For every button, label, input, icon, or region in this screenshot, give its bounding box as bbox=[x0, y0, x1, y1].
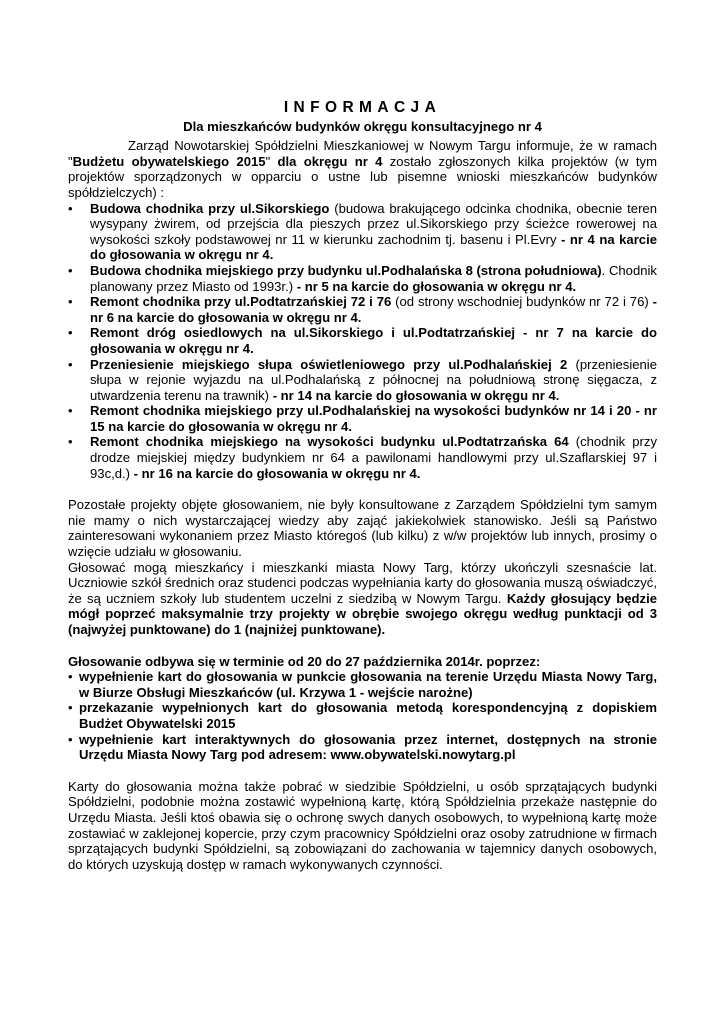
voting-method-text: wypełnienie kart interaktywnych do głosowania przez internet, dostępnych na stronie Urzędu Miasta Nowy Targ pod adresem: www.obywatelski.nowytarg.pl bbox=[79, 731, 657, 763]
project-title: Przeniesienie miejskiego słupa oświetleniowego przy ul.Podhalańskiej 2 bbox=[90, 356, 568, 372]
project-description: (budowa brakującego odcinka chodnika, obecnie teren wysypany żwirem, od przejścia dla pieszych przez ul.Sikorskiego przy ścieżce rowerowej na wysokości szkoły podstawowej nr 11 w kierunku zachodnim tj. basenu i Pl.Evry bbox=[90, 200, 657, 247]
bullet-icon: • bbox=[68, 700, 73, 716]
bullet-icon: • bbox=[68, 731, 73, 747]
project-title: Budowa chodnika przy ul.Sikorskiego bbox=[90, 200, 330, 216]
bullet-icon: • bbox=[68, 262, 73, 278]
project-title: Remont chodnika przy ul.Podtatrzańskiej 72 i 76 bbox=[90, 294, 392, 310]
project-item bbox=[68, 294, 657, 325]
project-vote-number: - nr 6 na karcie do głosowania w okręgu nr 4. bbox=[90, 294, 657, 325]
page-subtitle: Dla mieszkańców budynków okręgu konsultacyjnego nr 4 bbox=[183, 118, 542, 134]
cards-paragraph: Karty do głosowania można także pobrać w siedzibie Spółdzielni, u osób sprzątających budynki Spółdzielni, podobnie można zostawić wypełnioną kartę, którą Spółdzielnia przekaże następnie do Urzędu Miasta. Jeśli ktoś obawia się o ochronę swych danych osobowych, to wypełnioną kartę może zostawiać w zaklejonej kopercie, przy czym pracownicy Spółdzielni oraz osoby zatrudnione w firmach sprzątających budynki Spółdzielni, są zobowiązani do zachowania w tajemnicy danych osobowych, do których uzyskują dostęp w ramach wykonywanych czynności. bbox=[68, 778, 657, 872]
bullet-icon: • bbox=[68, 294, 73, 310]
bullet-icon: • bbox=[68, 669, 73, 685]
remaining-projects-paragraph: Pozostałe projekty objęte głosowaniem, nie były konsultowane z Zarządem Spółdzielni tym samym nie mamy o nich wystarczającej wiedzy aby zająć jakiekolwiek stanowisko. Jeśli są Państwo zainteresowani wykonaniem przez Miasto któregoś (lub kilku) z w/w projektów lub innych, prosimy o wzięcie udziału w głosowaniu. bbox=[68, 497, 657, 560]
project-description bbox=[515, 325, 523, 340]
voting-methods-list bbox=[68, 669, 657, 763]
project-vote-number: - nr 4 na karcie do głosowania w okręgu nr 4. bbox=[90, 231, 657, 263]
project-item bbox=[68, 357, 657, 404]
project-title: Remont chodnika miejskiego na wysokości budynku ul.Podtatrzańska 64 bbox=[90, 434, 569, 450]
voting-method-item bbox=[68, 700, 657, 731]
bullet-icon: • bbox=[68, 356, 73, 372]
bullet-icon: • bbox=[68, 403, 73, 419]
project-description: (od strony wschodniej budynków nr 72 i 76) bbox=[391, 294, 653, 310]
voting-method-text: przekazanie wypełnionych kart do głosowania metodą korespondencyjną z dopiskiem Budżet Obywatelski 2015 bbox=[79, 700, 657, 731]
voting-method-item bbox=[68, 732, 657, 763]
voting-heading: Głosowanie odbywa się w terminie od 20 do 27 października 2014r. poprzez: bbox=[68, 653, 541, 669]
project-title: Remont chodnika miejskiego przy ul.Podhalańskiej na wysokości budynków nr 14 i 20 - nr 15 na karcie do głosowania w okręgu nr 4. bbox=[90, 403, 657, 434]
project-vote-number: - nr 5 na karcie do głosowania w okręgu nr 4. bbox=[296, 278, 577, 294]
project-description: . Chodnik planowany przez Miasto od 1993r.) bbox=[90, 262, 657, 294]
project-item bbox=[68, 201, 657, 263]
bullet-icon: • bbox=[68, 325, 73, 341]
page-title: INFORMACJA bbox=[283, 99, 442, 116]
project-list bbox=[68, 201, 657, 482]
voting-method-item bbox=[68, 669, 657, 700]
bullet-icon: • bbox=[68, 200, 73, 216]
project-vote-number: - nr 7 na karcie do głosowania w okręgu nr 4. bbox=[90, 325, 657, 356]
project-item bbox=[68, 403, 657, 434]
project-vote-number: - nr 16 na karcie do głosowania w okręgu nr 4. bbox=[133, 465, 421, 481]
intro-paragraph: Zarząd Nowotarskiej Spółdzielni Mieszkaniowej w Nowym Targu informuje, że w ramach "Budżetu obywatelskiego 2015" dla okręgu nr 4 zostało zgłoszonych kilka projektów (w tym projektów sporządzonych w opparciu o ustne lub pisemne wnioski mieszkańców budynków spółdzielczych) : bbox=[68, 138, 657, 200]
bullet-icon: • bbox=[68, 434, 73, 450]
project-description: (chodnik przy drodze miejskiej między budynkiem nr 64 a pawilonami handlowymi przy ul.Szaflarskiej 97 i 93c,d.) bbox=[90, 434, 658, 481]
voters-paragraph: Głosować mogą mieszkańcy i mieszkanki miasta Nowy Targ, którzy ukończyli szesnaście lat. Uczniowie szkół średnich oraz studenci podczas wypełniania karty do głosowania muszą oświadczyć, że są uczniem szkoły lub studentem uczelni z siedzibą w Nowym Targu. Każdy głosujący będzie mógł poprzeć maksymalnie trzy projekty w obrębie swojego okręgu według punktacji od 3 (najwyżej punktowane) do 1 (najniżej punktowane). bbox=[68, 559, 657, 637]
document-page bbox=[68, 100, 657, 872]
project-item bbox=[68, 263, 657, 294]
project-item bbox=[68, 325, 657, 356]
project-item bbox=[68, 434, 657, 481]
project-vote-number: - nr 14 na karcie do głosowania w okręgu nr 4. bbox=[272, 387, 560, 403]
project-description: (przeniesienie słupa w rejonie wyjazdu na ul.Podhalańską z północnej na południową stronę sięgacza, z utwardzenia terenu na trawnik) bbox=[90, 356, 657, 403]
project-title: Remont dróg osiedlowych na ul.Sikorskiego i ul.Podtatrzańskiej bbox=[90, 325, 515, 341]
voting-method-text: wypełnienie kart do głosowania w punkcie głosowania na terenie Urzędu Miasta Nowy Targ, w Biurze Obsługi Mieszkańców (ul. Krzywa 1 - wejście narożne) bbox=[79, 669, 657, 700]
project-title: Budowa chodnika miejskiego przy budynku ul.Podhalańska 8 (strona południowa) bbox=[90, 262, 602, 278]
